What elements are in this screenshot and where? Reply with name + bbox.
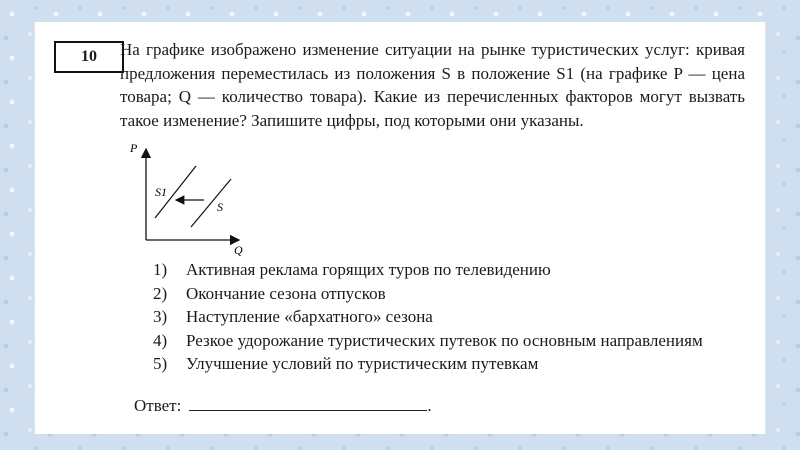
worksheet-page (34, 22, 766, 434)
answer-label: Ответ: (134, 396, 182, 415)
option-text: Улучшение условий по туристическим путевкам (186, 354, 539, 373)
question-text: На графике изображено изменение ситуации на рынке туристических услуг: кривая предложения переместилась из положения S в положение S1 (на графике P — цена товара; Q — количество товара). Какие из перечисленных факторов могут вызвать такое изменение? Запишите цифры, под которыми они указаны. (120, 40, 745, 130)
option-item (153, 305, 745, 329)
option-item (153, 329, 745, 353)
option-text: Окончание сезона отпусков (186, 283, 386, 303)
supply-shift-graph (121, 139, 251, 257)
option-number: 1) (153, 260, 168, 279)
options-list (153, 258, 745, 376)
answer-end-mark: . (427, 396, 432, 415)
option-number: 5) (153, 354, 168, 373)
price-axis-label: P (130, 141, 138, 155)
option-number: 3) (153, 307, 168, 326)
option-item (153, 258, 745, 282)
supply-curve-s (191, 179, 231, 227)
option-text: Наступление «бархатного» сезона (186, 307, 433, 326)
supply-curve-s1-label: S1 (155, 185, 167, 199)
option-number: 2) (153, 283, 168, 303)
option-item (153, 352, 745, 376)
answer-blank-line[interactable] (189, 393, 427, 411)
option-text: Активная реклама горящих туров по телевидению (186, 260, 551, 279)
supply-curve-s-label: S (217, 200, 223, 214)
option-number: 4) (153, 330, 168, 350)
task-number-box: 10 (54, 41, 124, 73)
option-item (153, 282, 745, 306)
quantity-axis-label: Q (234, 243, 243, 257)
option-text: Резкое удорожание туристических путевок по основным направлениям (186, 330, 703, 350)
answer-row (134, 393, 432, 418)
